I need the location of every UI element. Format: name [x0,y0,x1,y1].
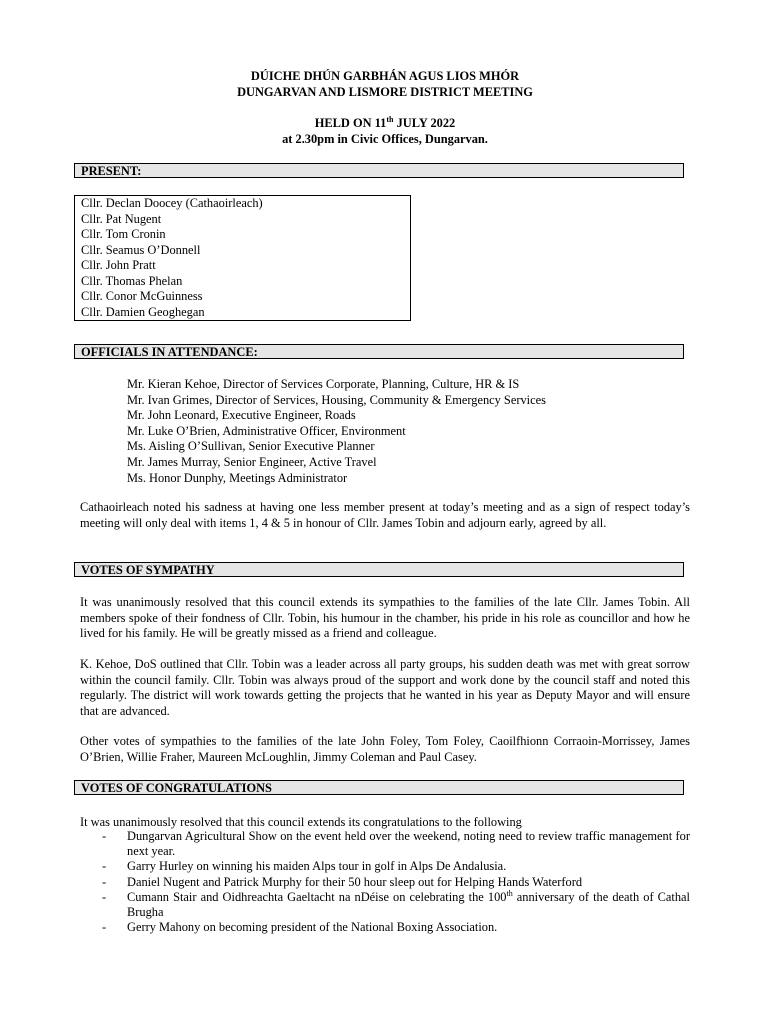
member-name: Cllr. Tom Cronin [81,227,166,241]
list-item: Mr. Ivan Grimes, Director of Services, Housing, Community & Emergency Services [127,392,546,407]
meeting-date-suffix: th [386,114,394,124]
list-item: Mr. John Leonard, Executive Engineer, Roads [127,408,356,423]
list-item: Mr. Luke O’Brien, Administrative Officer, Environment [127,423,406,438]
list-dash: - [102,889,107,904]
list-item: Mr. James Murray, Senior Engineer, Active Travel [127,454,377,469]
list-item-text: Cumann Stair and Oidhreachta Gaeltacht na nDéise on celebrating the 100 [127,889,507,904]
list-item [80,875,690,890]
meeting-title: DUNGARVAN AND LISMORE DISTRICT MEETING [237,85,533,99]
list-item-text: Daniel Nugent and Patrick Murphy for their 50 hour sleep out for Helping Hands Waterford [127,874,583,889]
list-item-text: Garry Hurley on winning his maiden Alps tour in golf in Alps De Andalusia. [127,859,507,874]
list-dash: - [102,859,107,874]
meeting-date-prefix: HELD ON 11 [314,116,387,130]
council-name-irish: DÚICHE DHÚN GARBHÁN AGUS LIOS MHÓR [250,69,520,83]
member-name: Cllr. Thomas Phelan [81,273,183,288]
sympathy-heading: VOTES OF SYMPATHY [74,562,684,577]
member-name: Cllr. Declan Doocey (Cathaoirleach) [81,196,263,210]
list-item [80,859,690,874]
list-item [80,829,690,859]
sympathy-paragraph-3: Other votes of sympathies to the families of the late John Foley, Tom Foley, Caoilfhionn Corraoin-Morrissey, James O’Brien, Willie Fraher, Maureen McLoughlin, Jimmy Coleman and Paul Casey. [80,734,690,764]
table-row [75,212,411,228]
list-item: Mr. Kieran Kehoe, Director of Services Corporate, Planning, Culture, HR & IS [127,377,520,391]
member-name: Cllr. Pat Nugent [81,211,162,226]
congratulations-intro: It was unanimously resolved that this council extends its congratulations to the following [80,815,522,829]
member-name: Cllr. Conor McGuinness [81,289,203,303]
member-name: Cllr. John Pratt [81,258,156,272]
present-heading: PRESENT: [74,163,684,178]
member-name: Cllr. Damien Geoghegan [81,304,205,319]
table-row [75,305,411,321]
list-item-text: anniversary of the death of Cathal Brugha [127,889,691,920]
table-row [75,196,411,212]
officials-list [127,377,546,486]
list-item [80,890,690,920]
present-members-table [74,195,411,321]
list-item-text: Dungarvan Agricultural Show on the event held over the weekend, noting need to review traffic management for next year. [127,829,690,859]
list-dash: - [102,829,107,843]
ordinal-suffix: th [506,888,513,898]
officials-heading: OFFICIALS IN ATTENDANCE: [74,344,684,359]
list-item [80,920,690,935]
list-item-text: Gerry Mahony on becoming president of the National Boxing Association. [127,920,498,935]
table-row [75,289,411,305]
table-row [75,227,411,243]
congratulations-heading: VOTES OF CONGRATULATIONS [74,780,684,795]
table-row [75,243,411,259]
congratulations-list [80,829,690,935]
table-row [75,274,411,290]
sympathy-paragraph-2: K. Kehoe, DoS outlined that Cllr. Tobin was a leader across all party groups, his sudden death was met with great sorrow within the council family. Cllr. Tobin was always proud of the support and work done by the council staff and noted this regularly. The district will work towards getting the projects that he wanted in his year as Deputy Mayor and will ensure that are advanced. [80,657,690,718]
meeting-location: at 2.30pm in Civic Offices, Dungarvan. [282,132,488,146]
sympathy-paragraph-1: It was unanimously resolved that this council extends its sympathies to the families of the late Cllr. James Tobin. All members spoke of their fondness of Cllr. Tobin, his humour in the chamber, his pride in his role as councillor and how he lived for his family. He will be greatly missed as a friend and colleague. [80,595,690,640]
list-item: Ms. Aisling O’Sullivan, Senior Executive Planner [127,439,375,454]
meeting-date-month: JULY 2022 [393,116,456,130]
list-item: Ms. Honor Dunphy, Meetings Administrator [127,470,348,485]
list-dash: - [102,874,107,889]
list-dash: - [102,920,107,935]
cathaoirleach-note: Cathaoirleach noted his sadness at having one less member present at today’s meeting and as a sign of respect today’s meeting will only deal with items 1, 4 & 5 in honour of Cllr. James Tobin and adjourn early, agreed by all. [80,500,690,530]
meeting-date [0,115,770,131]
member-name: Cllr. Seamus O’Donnell [81,242,201,257]
table-row [75,258,411,274]
